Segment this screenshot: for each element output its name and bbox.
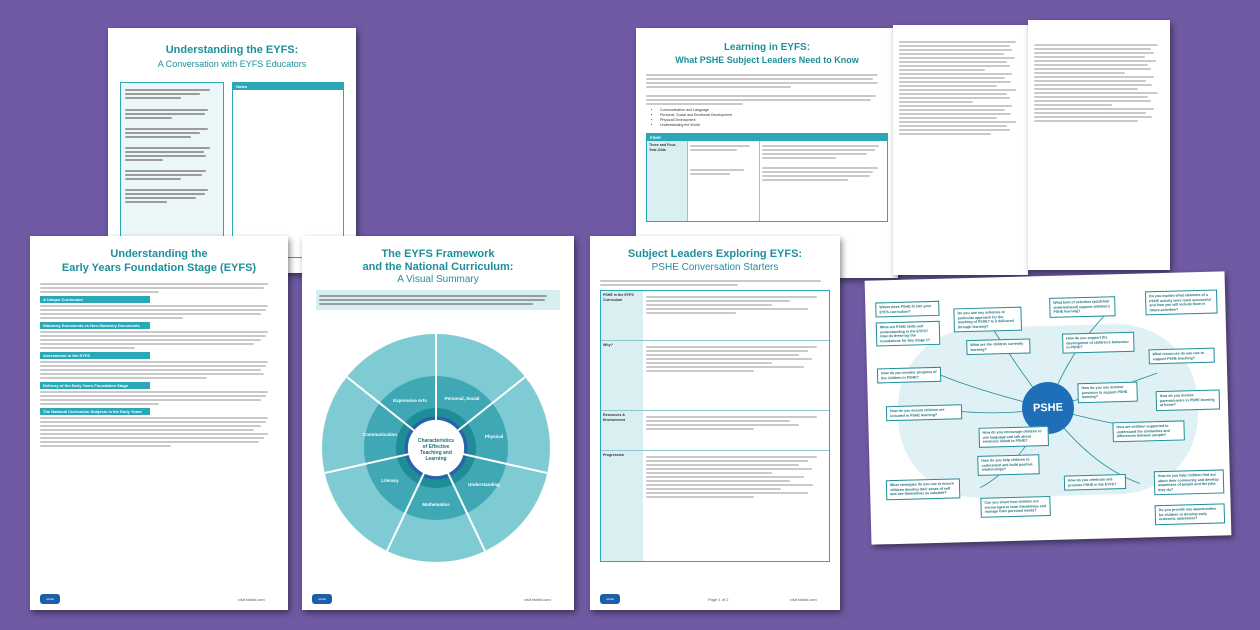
area-item: • Personal, Social and Emotional Development — [660, 113, 888, 118]
twinkl-logo: twinkl — [40, 594, 60, 604]
section-heading: Assessment in the EYFS — [40, 352, 150, 359]
starters-page — [590, 236, 840, 610]
mindmap-bubble: How do you encourage children to use language and talk about emotions linked to PSHE? — [978, 426, 1048, 448]
center-label: Characteristics of Effective Teaching and Learning — [417, 438, 455, 462]
page-title: Learning in EYFS: — [723, 42, 811, 53]
row-label: Resources & Environment — [601, 411, 643, 450]
area-item: • Physical Development — [660, 118, 888, 123]
mindmap-bubble: Do you explain what elements of a PSHE activity were most successful and how you will include them in future activities? — [1145, 290, 1218, 316]
mindmap-bubble: How do you ensure children are included in PSHE learning? — [886, 404, 962, 421]
learning-page-2 — [893, 25, 1028, 275]
row-label: Three and Four-Year-Olds — [647, 141, 687, 221]
mindmap-bubble: Do you use any schemes or particular approach for the teaching of PSHE? Is it delivered through learning? — [953, 307, 1022, 333]
mindmap-bubble: How do you involve parents/carers in PSHE learning at home? — [1156, 390, 1220, 411]
notes-label: Notes — [233, 83, 343, 90]
page-title: The EYFS Framework — [381, 248, 495, 260]
page-title: Subject Leaders Exploring EYFS: — [627, 248, 803, 260]
page-subtitle: What PSHE Subject Leaders Need to Know — [675, 55, 859, 65]
footer-url: visit twinkl.com — [524, 597, 551, 602]
understanding-page — [30, 236, 288, 610]
mindmap-bubble: How do you use outdoor provision to support PSHE learning? — [1077, 382, 1137, 403]
mindmap-bubble: How are children supported to understand the similarities and differences between people? — [1112, 420, 1184, 442]
row-label: Why? — [601, 341, 643, 410]
section-heading: Statutory Documents vs Non-Statutory Documents — [40, 322, 150, 329]
area-item: • Understanding the World — [660, 123, 888, 128]
learning-table — [646, 133, 888, 222]
row-label: Progression — [601, 451, 643, 561]
page-title-2: and the National Curriculum: — [362, 261, 514, 274]
mindmap-bubble: How do you support the development of children's behaviour in PSHE? — [1062, 332, 1134, 354]
intro-box — [316, 290, 560, 310]
mindmap-bubble: Where does PSHE fit into your EYFS curriculum? — [875, 301, 939, 318]
area-label: Understanding — [468, 482, 500, 487]
mindmap-bubble: What kind of activities (adult-led/ child-initiated) support children's PSHE learning? — [1049, 296, 1115, 318]
mindmap-bubble: What are the children currently learning? — [966, 338, 1030, 355]
row-label: PSHE in the EYFS Curriculum — [601, 291, 643, 340]
framework-page — [302, 236, 574, 610]
learning-page-3 — [1028, 20, 1170, 270]
page-subtitle: A Conversation with EYFS Educators — [157, 59, 307, 70]
twinkl-logo: twinkl — [312, 594, 332, 604]
mindmap-bubble: How do you monitor progress of the children in PSHE? — [877, 367, 941, 384]
mindmap-bubble: What strategies do you use to ensure children develop their sense of self and see themselves as valuable? — [886, 478, 960, 500]
mindmap-bubble: What are PSHE skills and understanding in the EYFS? How do these lay the foundations for Key Stage 1? — [876, 321, 941, 347]
page-subtitle: Early Years Foundation Stage (EYFS) — [61, 262, 257, 275]
area-label: Mathematics — [422, 502, 450, 507]
section-heading: The National Curriculum Subjects in the Early Years — [40, 408, 150, 415]
area-item: • Communication and Language — [660, 108, 888, 113]
section-heading: Delivery of the Early Years Foundation Stage — [40, 382, 150, 389]
area-label: Communication — [362, 432, 398, 437]
page-title: Understanding the — [110, 248, 208, 260]
section-heading: A Unique Curriculum — [40, 296, 150, 303]
intro-panel — [120, 82, 224, 258]
table-header: PSHE — [647, 134, 887, 141]
area-label: Physical — [484, 434, 504, 439]
area-label: Expressive Arts — [393, 398, 427, 403]
footer-url: visit twinkl.com — [790, 597, 817, 602]
page-subtitle: PSHE Conversation Starters — [651, 262, 779, 274]
area-label: Literacy — [381, 478, 399, 483]
page-title: Understanding the EYFS: — [165, 44, 299, 56]
mindmap-bubble: What resources do you use to support PSHE teaching? — [1148, 348, 1214, 365]
framework-wheel — [302, 330, 574, 580]
pshe-center: PSHE — [1021, 381, 1074, 434]
mindmap-bubble: Can you share how children are encouraged to form friendships and manage their personal needs? — [980, 496, 1050, 518]
page-label: Page 1 of 2 — [708, 597, 729, 602]
mindmap-page — [865, 271, 1232, 544]
mindmap-bubble: How do you help children to understand and build positive relationships? — [977, 454, 1039, 475]
mindmap-bubble: How do you help children find out about their community and develop awareness of people and the jobs they do? — [1154, 469, 1225, 495]
twinkl-logo: twinkl — [600, 594, 620, 604]
starters-table — [600, 290, 830, 562]
page-subtitle: A Visual Summary — [397, 274, 479, 286]
notes-panel — [232, 82, 344, 258]
mindmap-bubble: How do you celebrate and promote PSHE in the EYFS? — [1064, 474, 1126, 491]
area-label: Personal, Social — [444, 396, 480, 401]
mindmap-bubble: Do you provide any opportunities for children to develop early economic awareness? — [1155, 503, 1225, 525]
footer-url: visit twinkl.com — [238, 597, 265, 602]
